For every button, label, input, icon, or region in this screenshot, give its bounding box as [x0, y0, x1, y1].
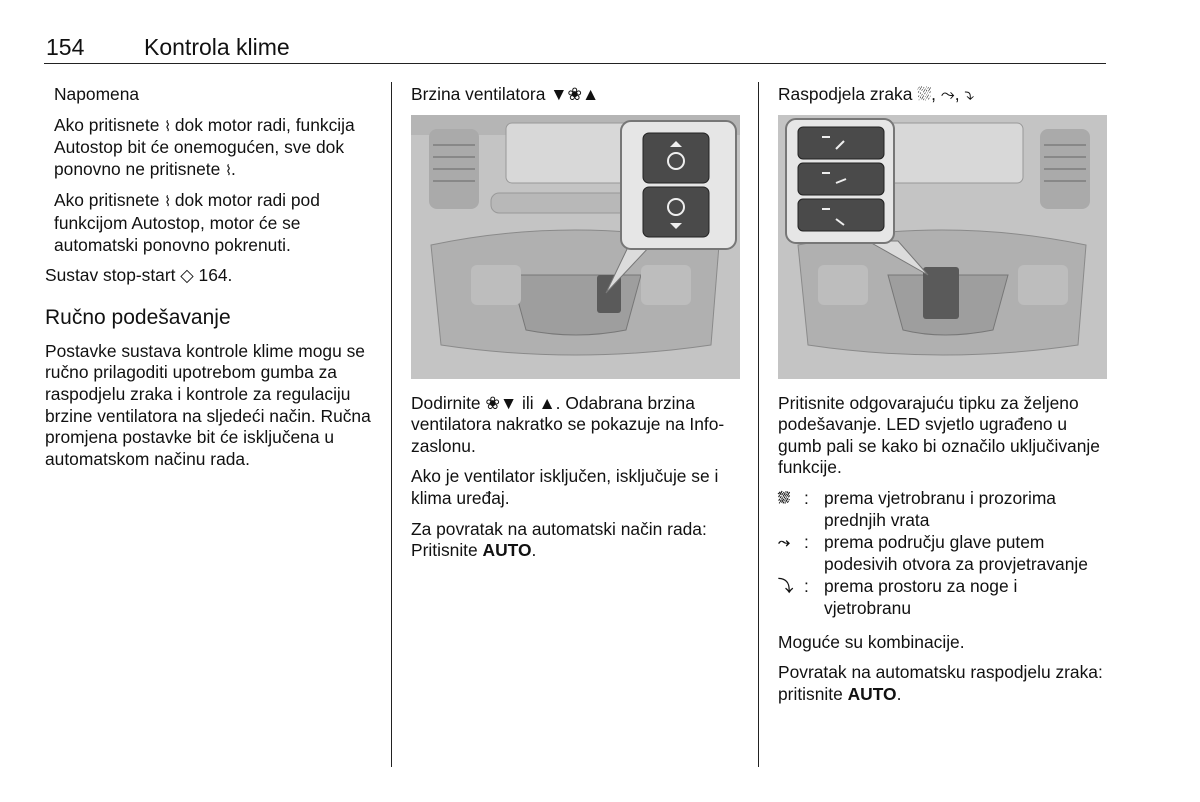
note-paragraph-1: Ako pritisnete ⌇ dok motor radi, funkcija Autostop bit će onemogućen, sve dok ponovno ne pritisnete ⌇.: [54, 115, 380, 182]
dashboard-illustration: [778, 115, 1107, 379]
fan-speed-figure: [411, 115, 740, 379]
cross-reference: Sustav stop-start ◇ 164.: [45, 265, 233, 286]
auto-label: AUTO: [482, 540, 532, 561]
section-body: Postavke sustava kontrole klime mogu se ručno prilagoditi upotrebom gumba za raspodjelu zraka i kontrole za regulaciju brzine ventilatora na sljedeći način. Ručna promjena postavke bit će isključena u automatskom načinu rada.: [45, 340, 371, 469]
dashboard-illustration: [411, 115, 740, 379]
air-distribution-figure: [778, 115, 1107, 379]
list-item-text: prema području glave putem podesivih otvora za provjetravanje: [824, 532, 1088, 574]
fan-speed-paragraph-2: Ako je ventilator isključen, isključuje se i klima uređaj.: [411, 466, 719, 508]
note-paragraph-2: Ako pritisnete ⌇ dok motor radi pod funkcijom Autostop, motor će se automatski ponovno pokrenuti.: [54, 190, 320, 255]
air-distribution-list: [778, 488, 1108, 620]
rear-defrost-icon: ⌇: [164, 193, 171, 210]
head-air-icon: ⤳: [778, 534, 791, 552]
column-1: [45, 84, 380, 479]
column-divider-1: [391, 82, 392, 767]
air-distribution-paragraph-3: Povratak na automatsku raspodjelu zraka: pritisnite AUTO.: [778, 662, 1103, 704]
column-3: [778, 84, 1108, 714]
fan-speed-paragraph-1: Dodirnite ❀▼ ili ▲. Odabrana brzina ventilatora nakratko se pokazuje na Info-zaslonu.: [411, 392, 725, 456]
list-item-text: prema prostoru za noge i vjetrobranu: [824, 576, 1018, 618]
list-item: ⤳ : prema području glave putem podesivih otvora za provjetravanje: [778, 532, 1108, 575]
windscreen-air-icon: ⛆: [778, 489, 791, 507]
note-title: Napomena: [54, 84, 140, 104]
column-2: [411, 84, 741, 571]
note-box: [45, 84, 380, 256]
auto-label: AUTO: [847, 683, 897, 704]
header-rule: [44, 63, 1106, 64]
list-item-text: prema vjetrobranu i prozorima prednjih vrata: [824, 487, 1056, 530]
section-heading: Ručno podešavanje: [45, 305, 231, 329]
rear-defrost-icon: ⌇: [164, 117, 171, 134]
air-distribution-heading: Raspodjela zraka ⛆, ⤳, ⤵: [778, 84, 975, 104]
list-item: ⛆ : prema vjetrobranu i prozorima prednjih vrata: [778, 488, 1108, 531]
list-item: ⤵ : prema prostoru za noge i vjetrobranu: [778, 576, 1108, 619]
fan-speed-paragraph-3: Za povratak na automatski način rada: Pritisnite AUTO.: [411, 518, 707, 561]
page-header: [46, 34, 1106, 64]
fan-speed-heading: Brzina ventilatora ▼❀▲: [411, 84, 600, 104]
air-distribution-paragraph-1: Pritisnite odgovarajuću tipku za željeno podešavanje. LED svjetlo ugrađeno u gumb pali se kako bi označilo uključivanje funkcije.: [778, 392, 1100, 478]
footwell-air-icon: ⤵: [778, 578, 794, 596]
rear-defrost-icon: ⌇: [225, 161, 231, 178]
page-number: 154: [46, 34, 85, 60]
chapter-title: Kontrola klime: [144, 34, 290, 60]
air-distribution-paragraph-2: Moguće su kombinacije.: [778, 631, 965, 652]
column-divider-2: [758, 82, 759, 767]
